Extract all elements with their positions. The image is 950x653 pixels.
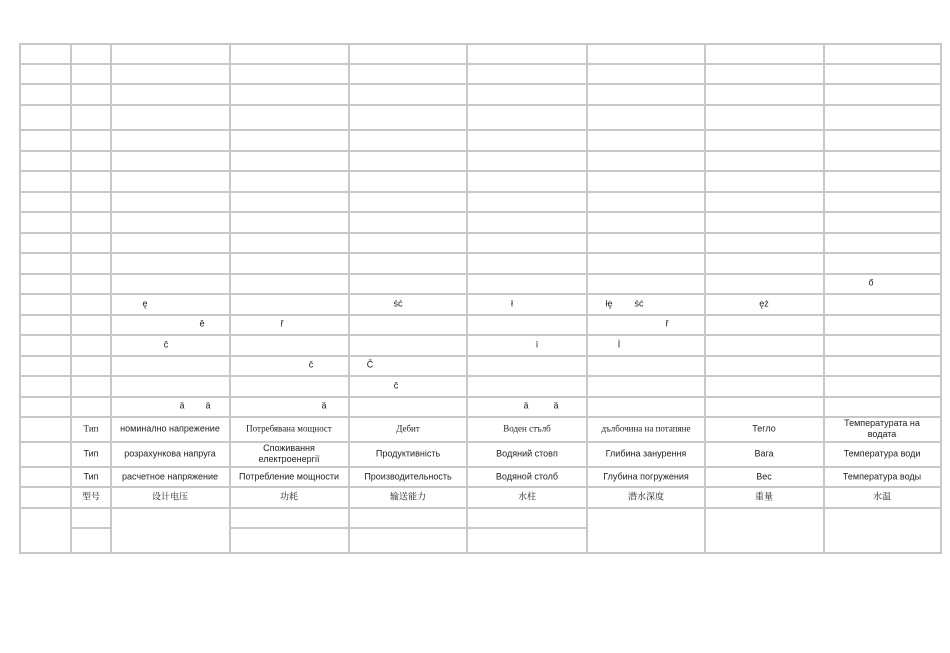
grid-line xyxy=(19,211,942,213)
table-cell: розрахункова напруга xyxy=(124,448,216,459)
table-cell: Потребявана мощност xyxy=(246,423,332,434)
grid-line xyxy=(19,486,942,488)
table-cell: Производительность xyxy=(364,471,452,482)
grid-line xyxy=(19,104,942,106)
glyph: Č xyxy=(366,359,374,370)
table-cell: Температурата на водата xyxy=(844,418,920,439)
grid-line xyxy=(586,43,588,554)
table-cell: 输送能力 xyxy=(389,491,427,502)
table-cell: 重量 xyxy=(754,491,774,502)
glyph: ęż xyxy=(759,298,769,309)
glyph: ść xyxy=(634,298,644,309)
grid-line xyxy=(19,396,942,398)
glyph: ä xyxy=(321,400,327,411)
glyph: č xyxy=(308,359,314,370)
table-cell: 水柱 xyxy=(517,491,537,502)
grid-line xyxy=(348,43,350,554)
glyph: ę xyxy=(142,298,148,309)
spec-table xyxy=(19,43,942,554)
glyph: ř xyxy=(665,318,669,329)
grid-line xyxy=(19,191,942,193)
grid-line xyxy=(19,355,942,357)
table-cell: Тип xyxy=(83,423,99,434)
grid-line xyxy=(19,83,942,85)
table-cell: Тегло xyxy=(752,423,776,434)
table-cell: 型号 xyxy=(81,491,101,502)
table-cell: Потребление мощности xyxy=(238,471,340,482)
grid-line xyxy=(230,527,587,529)
glyph: č xyxy=(163,339,169,350)
glyph: ő xyxy=(868,277,874,288)
glyph: ść xyxy=(393,298,403,309)
grid-line xyxy=(19,170,942,172)
table-cell: 功耗 xyxy=(279,491,299,502)
glyph: ł xyxy=(511,298,513,309)
table-cell: Продуктивність xyxy=(375,448,441,459)
table-cell: 水温 xyxy=(872,491,892,502)
table-cell: Вага xyxy=(754,448,774,459)
grid-line xyxy=(823,43,825,554)
grid-line xyxy=(704,43,706,554)
grid-line xyxy=(940,43,942,554)
grid-line xyxy=(19,552,942,554)
glyph: ä xyxy=(179,400,185,411)
glyph: łę xyxy=(605,298,613,309)
grid-line xyxy=(19,273,942,275)
grid-line xyxy=(19,334,942,336)
grid-line xyxy=(19,232,942,234)
glyph: ä xyxy=(553,400,559,411)
glyph: ä xyxy=(523,400,529,411)
glyph: ä xyxy=(205,400,211,411)
table-cell: дълбочина на потапяне xyxy=(601,423,691,434)
table-cell: Дебит xyxy=(396,423,420,434)
grid-line xyxy=(110,43,112,554)
grid-line xyxy=(19,314,942,316)
table-cell: Воден стълб xyxy=(503,423,551,434)
glyph: ř xyxy=(280,318,284,329)
table-cell: Споживання електроенергії xyxy=(258,443,320,464)
table-cell: номинално напрежение xyxy=(120,423,220,434)
table-cell: Температура води xyxy=(843,448,921,459)
table-cell: Тип xyxy=(83,448,99,459)
grid-line xyxy=(19,150,942,152)
table-cell: 潜水深度 xyxy=(627,491,665,502)
glyph: ì xyxy=(535,339,539,350)
grid-line xyxy=(19,507,942,509)
grid-line xyxy=(19,43,942,45)
table-cell: Глибина занурення xyxy=(605,448,687,459)
grid-line xyxy=(466,43,468,554)
table-cell: Вес xyxy=(756,471,772,482)
grid-line xyxy=(19,375,942,377)
grid-line xyxy=(19,416,942,418)
grid-line xyxy=(19,43,21,554)
grid-line xyxy=(19,466,942,468)
grid-line xyxy=(19,293,942,295)
table-cell: расчетное напряжение xyxy=(121,471,219,482)
table-cell: Водяний стовп xyxy=(496,448,558,459)
glyph: Ì xyxy=(617,339,621,350)
grid-line xyxy=(19,252,942,254)
table-cell: Тип xyxy=(83,471,99,482)
glyph: ě xyxy=(199,318,205,329)
table-cell: Температура воды xyxy=(842,471,922,482)
table-cell: 设计电压 xyxy=(151,491,189,502)
grid-line xyxy=(229,43,231,554)
grid-line xyxy=(19,129,942,131)
grid-line xyxy=(19,63,942,65)
glyph: č xyxy=(393,380,399,391)
grid-line xyxy=(70,43,72,554)
table-cell: Глубина погружения xyxy=(603,471,689,482)
grid-line xyxy=(19,441,942,443)
grid-line xyxy=(71,527,111,529)
table-cell: Водяной столб xyxy=(495,471,559,482)
